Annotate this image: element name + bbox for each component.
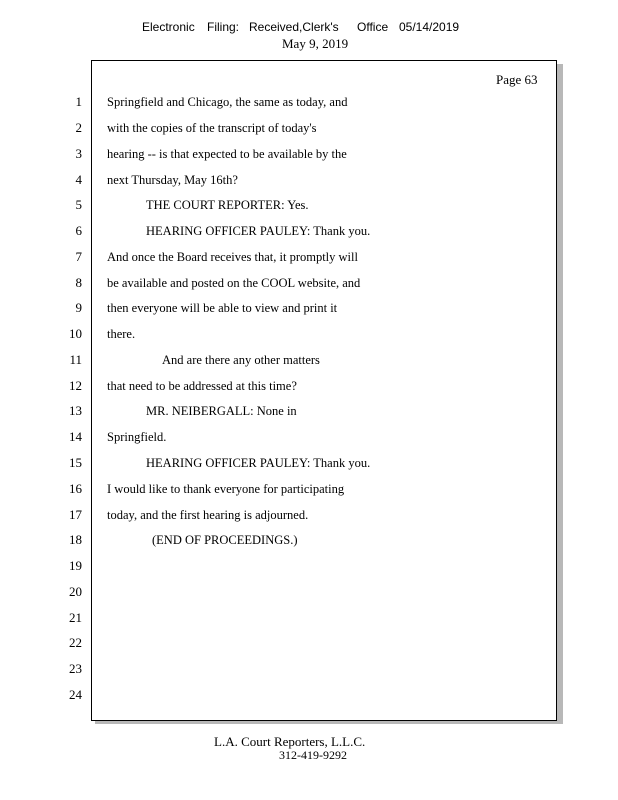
transcript-line: with the copies of the transcript of today's	[107, 121, 317, 135]
filing-stamp-received: Received,Clerk's	[249, 20, 339, 34]
transcript-line: that need to be addressed at this time?	[107, 379, 297, 393]
footer-phone: 312-419-9292	[279, 748, 347, 762]
line-number: 23	[69, 661, 82, 676]
line-number: 17	[69, 507, 82, 522]
filing-stamp-office: Office	[357, 20, 389, 34]
transcript-line: then everyone will be able to view and print it	[107, 301, 338, 315]
transcript-line: HEARING OFFICER PAULEY: Thank you.	[146, 224, 371, 238]
transcript-line: THE COURT REPORTER: Yes.	[146, 198, 309, 212]
line-number: 10	[69, 326, 82, 341]
line-number: 14	[69, 429, 82, 444]
transcript-line: be available and posted on the COOL website, and	[107, 276, 361, 290]
transcript-line: there.	[107, 327, 136, 341]
line-number: 12	[69, 378, 82, 393]
filing-stamp-electronic: Electronic	[142, 20, 195, 34]
line-number: 6	[75, 223, 82, 238]
line-number: 18	[69, 532, 82, 547]
filing-stamp	[0, 20, 618, 36]
line-number: 9	[75, 300, 82, 315]
filing-stamp-date: 05/14/2019	[399, 20, 460, 34]
line-number: 20	[69, 584, 82, 599]
page-number: Page 63	[496, 72, 538, 87]
line-number: 19	[69, 558, 82, 573]
line-number: 11	[69, 352, 82, 367]
line-number: 15	[69, 455, 82, 470]
transcript-line: I would like to thank everyone for participating	[107, 482, 345, 496]
footer-company: L.A. Court Reporters, L.L.C.	[214, 734, 366, 749]
transcript-line: (END OF PROCEEDINGS.)	[152, 533, 298, 547]
line-number: 4	[75, 172, 82, 187]
line-number: 16	[69, 481, 82, 496]
line-number: 1	[75, 94, 82, 109]
line-number: 2	[75, 120, 82, 135]
transcript-line: HEARING OFFICER PAULEY: Thank you.	[146, 456, 371, 470]
transcript-line: Springfield.	[107, 430, 167, 444]
transcript-line: And once the Board receives that, it promptly will	[107, 250, 358, 264]
line-number: 5	[75, 197, 82, 212]
transcript-line: next Thursday, May 16th?	[107, 173, 238, 187]
line-number: 13	[69, 403, 82, 418]
hearing-date: May 9, 2019	[282, 36, 349, 51]
transcript-line: Springfield and Chicago, the same as today, and	[107, 95, 348, 109]
transcript-line: hearing -- is that expected to be available by the	[107, 147, 347, 161]
line-number: 3	[75, 146, 82, 161]
line-number: 24	[69, 687, 82, 702]
line-number: 21	[69, 610, 82, 625]
filing-stamp-filing: Filing:	[207, 20, 240, 34]
line-number: 22	[69, 635, 82, 650]
line-number: 8	[75, 275, 82, 290]
transcript-line: today, and the first hearing is adjourned.	[107, 508, 309, 522]
line-number: 7	[75, 249, 82, 264]
transcript-line: MR. NEIBERGALL: None in	[146, 404, 297, 418]
transcript-line: And are there any other matters	[162, 353, 320, 367]
